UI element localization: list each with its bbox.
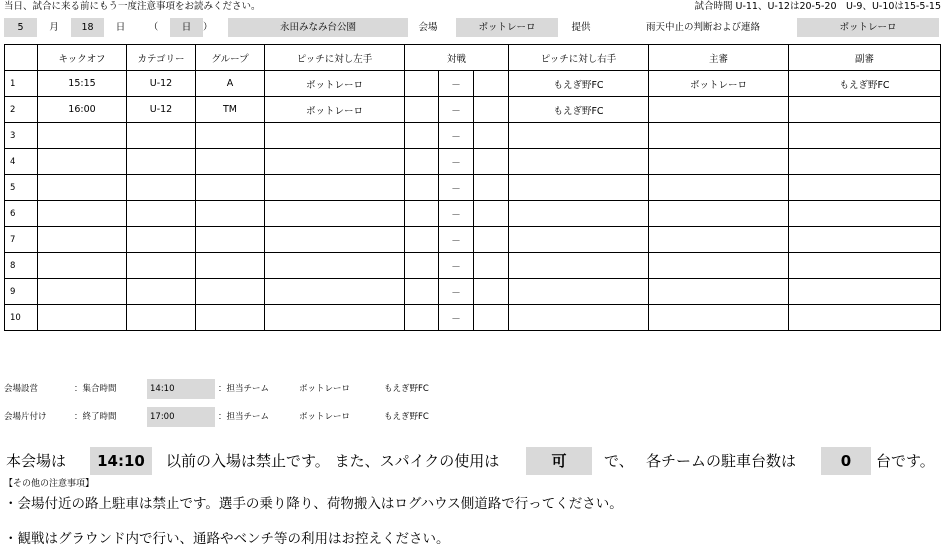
- kickoff-cell: [38, 227, 127, 253]
- contact-label: 雨天中止の判断および連絡: [645, 22, 760, 33]
- table-row: [5, 123, 941, 149]
- venue-label: 会場: [418, 22, 438, 33]
- score-left-cell: [405, 71, 439, 97]
- score-right-cell: [474, 227, 509, 253]
- cleanup-team-label: ：担当チーム: [218, 412, 270, 422]
- group-cell: [196, 149, 265, 175]
- table-row: [5, 201, 941, 227]
- category-cell: [127, 201, 196, 227]
- note-item: ・観戦はグラウンド内で行い、通路やベンチ等の利用はお控えください。: [4, 531, 450, 547]
- score-left-cell: [405, 97, 439, 123]
- match-dash: －: [439, 97, 474, 123]
- header-no: [5, 45, 38, 71]
- right-team-cell: [509, 175, 649, 201]
- top-line: [4, 0, 941, 14]
- right-team-cell: [509, 123, 649, 149]
- category-cell: U-12: [127, 71, 196, 97]
- match-dash: －: [439, 305, 474, 331]
- category-cell: [127, 305, 196, 331]
- assistant-cell: [789, 279, 941, 305]
- right-team-cell: [509, 227, 649, 253]
- rules-text-3: で、: [604, 452, 634, 470]
- left-team-cell: ボットレーロ: [265, 97, 405, 123]
- day-unit: 日: [115, 22, 126, 33]
- referee-cell: [649, 253, 789, 279]
- referee-cell: [649, 123, 789, 149]
- rules-text-1: 本会場は: [6, 452, 67, 470]
- match-dash: －: [439, 149, 474, 175]
- header-right-team: ピッチに対し右手: [509, 45, 649, 71]
- referee-cell: [649, 97, 789, 123]
- row-number: 4: [5, 149, 38, 175]
- header-referee: 主審: [649, 45, 789, 71]
- assistant-cell: [789, 227, 941, 253]
- right-team-cell: [509, 149, 649, 175]
- category-cell: [127, 123, 196, 149]
- score-right-cell: [474, 305, 509, 331]
- assistant-cell: [789, 149, 941, 175]
- rules-text-5: 台です。: [876, 452, 935, 470]
- entry-time: 14:10: [90, 447, 152, 475]
- category-cell: [127, 227, 196, 253]
- referee-cell: [649, 279, 789, 305]
- group-cell: [196, 201, 265, 227]
- referee-cell: [649, 305, 789, 331]
- row-number: 9: [5, 279, 38, 305]
- group-cell: [196, 227, 265, 253]
- header-row: [4, 18, 939, 37]
- score-right-cell: [474, 201, 509, 227]
- header-left-team: ピッチに対し左手: [265, 45, 405, 71]
- left-team-cell: [265, 279, 405, 305]
- left-team-cell: [265, 253, 405, 279]
- group-cell: A: [196, 71, 265, 97]
- header-category: カテゴリー: [127, 45, 196, 71]
- kickoff-cell: 16:00: [38, 97, 127, 123]
- category-cell: [127, 175, 196, 201]
- setup-label: 会場設営: [4, 384, 39, 394]
- time-rule-text: 試合時間 U-11、U-12は20-5-20 U-9、U-10は15-5-15: [694, 1, 941, 12]
- assistant-cell: [789, 175, 941, 201]
- category-cell: U-12: [127, 97, 196, 123]
- kickoff-cell: [38, 305, 127, 331]
- kickoff-cell: [38, 279, 127, 305]
- notes-header: 【その他の注意事項】: [4, 479, 95, 489]
- assistant-cell: [789, 123, 941, 149]
- table-row: [5, 279, 941, 305]
- notice-text: 当日、試合に来る前にもう一度注意事項をお読みください。: [4, 1, 261, 12]
- left-team-cell: [265, 201, 405, 227]
- weekday-value: 日: [170, 18, 203, 37]
- referee-cell: [649, 227, 789, 253]
- setup-row: [4, 379, 604, 399]
- score-right-cell: [474, 97, 509, 123]
- rules-text-4: 各チームの駐車台数は: [646, 452, 797, 470]
- row-number: 10: [5, 305, 38, 331]
- match-dash: －: [439, 201, 474, 227]
- day-value: 18: [71, 18, 104, 37]
- score-right-cell: [474, 279, 509, 305]
- paren-open: （: [148, 22, 159, 33]
- group-cell: [196, 175, 265, 201]
- left-team-cell: [265, 149, 405, 175]
- score-right-cell: [474, 71, 509, 97]
- assistant-cell: [789, 201, 941, 227]
- kickoff-cell: [38, 201, 127, 227]
- setup-time: 14:10: [147, 379, 215, 399]
- parking-count: 0: [821, 447, 871, 475]
- match-dash: －: [439, 227, 474, 253]
- venue-name: 永田みなみ台公園: [228, 18, 408, 37]
- score-right-cell: [474, 149, 509, 175]
- row-number: 8: [5, 253, 38, 279]
- row-number: 2: [5, 97, 38, 123]
- kickoff-cell: [38, 175, 127, 201]
- right-team-cell: [509, 305, 649, 331]
- group-cell: [196, 305, 265, 331]
- score-left-cell: [405, 123, 439, 149]
- score-right-cell: [474, 253, 509, 279]
- right-team-cell: [509, 201, 649, 227]
- assistant-cell: [789, 97, 941, 123]
- left-team-cell: ボットレーロ: [265, 71, 405, 97]
- referee-cell: [649, 149, 789, 175]
- cleanup-team-2: もえぎ野FC: [384, 412, 429, 422]
- header-match: 対戦: [405, 45, 509, 71]
- category-cell: [127, 253, 196, 279]
- cleanup-team-1: ボットレーロ: [299, 412, 351, 422]
- paren-close: ）: [203, 22, 213, 33]
- right-team-cell: もえぎ野FC: [509, 71, 649, 97]
- provider-name: ボットレーロ: [456, 18, 558, 37]
- referee-cell: [649, 175, 789, 201]
- table-row: [5, 175, 941, 201]
- score-left-cell: [405, 201, 439, 227]
- table-header-row: [5, 45, 941, 71]
- score-left-cell: [405, 149, 439, 175]
- match-dash: －: [439, 71, 474, 97]
- assistant-cell: [789, 253, 941, 279]
- score-left-cell: [405, 227, 439, 253]
- assistant-cell: もえぎ野FC: [789, 71, 941, 97]
- score-right-cell: [474, 123, 509, 149]
- assistant-cell: [789, 305, 941, 331]
- match-dash: －: [439, 123, 474, 149]
- score-right-cell: [474, 175, 509, 201]
- score-left-cell: [405, 279, 439, 305]
- match-dash: －: [439, 253, 474, 279]
- kickoff-cell: 15:15: [38, 71, 127, 97]
- cleanup-time-label: ：終了時間: [74, 412, 117, 422]
- table-row: [5, 71, 941, 97]
- table-row: [5, 97, 941, 123]
- left-team-cell: [265, 305, 405, 331]
- table-row: [5, 149, 941, 175]
- group-cell: [196, 123, 265, 149]
- contact-name: ボットレーロ: [797, 18, 939, 37]
- setup-time-label: ：集合時間: [74, 384, 117, 394]
- setup-team-label: ：担当チーム: [218, 384, 270, 394]
- row-number: 1: [5, 71, 38, 97]
- spike-allowed: 可: [526, 447, 592, 475]
- row-number: 6: [5, 201, 38, 227]
- row-number: 7: [5, 227, 38, 253]
- table-row: [5, 253, 941, 279]
- left-team-cell: [265, 175, 405, 201]
- match-dash: －: [439, 279, 474, 305]
- kickoff-cell: [38, 253, 127, 279]
- row-number: 5: [5, 175, 38, 201]
- month-unit: 月: [49, 22, 59, 33]
- score-left-cell: [405, 175, 439, 201]
- setup-team-1: ボットレーロ: [299, 384, 351, 394]
- group-cell: [196, 253, 265, 279]
- rules-line: [6, 447, 941, 475]
- setup-team-2: もえぎ野FC: [384, 384, 429, 394]
- score-left-cell: [405, 253, 439, 279]
- rules-text-2: 以前の入場は禁止です。 また、スパイクの使用は: [166, 452, 500, 470]
- cleanup-label: 会場片付け: [4, 412, 47, 422]
- provider-label: 提供: [571, 22, 591, 33]
- kickoff-cell: [38, 149, 127, 175]
- category-cell: [127, 279, 196, 305]
- table-row: [5, 305, 941, 331]
- right-team-cell: もえぎ野FC: [509, 97, 649, 123]
- right-team-cell: [509, 279, 649, 305]
- category-cell: [127, 149, 196, 175]
- schedule-table: [4, 44, 941, 331]
- referee-cell: [649, 201, 789, 227]
- group-cell: TM: [196, 97, 265, 123]
- left-team-cell: [265, 227, 405, 253]
- note-item: ・会場付近の路上駐車は禁止です。選手の乗り降り、荷物搬入はログハウス側道路で行ってください。: [4, 496, 623, 512]
- match-dash: －: [439, 175, 474, 201]
- header-kickoff: キックオフ: [38, 45, 127, 71]
- header-assistant: 副審: [789, 45, 941, 71]
- cleanup-row: [4, 407, 604, 427]
- cleanup-time: 17:00: [147, 407, 215, 427]
- group-cell: [196, 279, 265, 305]
- kickoff-cell: [38, 123, 127, 149]
- month-value: 5: [4, 18, 37, 37]
- left-team-cell: [265, 123, 405, 149]
- row-number: 3: [5, 123, 38, 149]
- header-group: グループ: [196, 45, 265, 71]
- table-row: [5, 227, 941, 253]
- referee-cell: ボットレーロ: [649, 71, 789, 97]
- right-team-cell: [509, 253, 649, 279]
- score-left-cell: [405, 305, 439, 331]
